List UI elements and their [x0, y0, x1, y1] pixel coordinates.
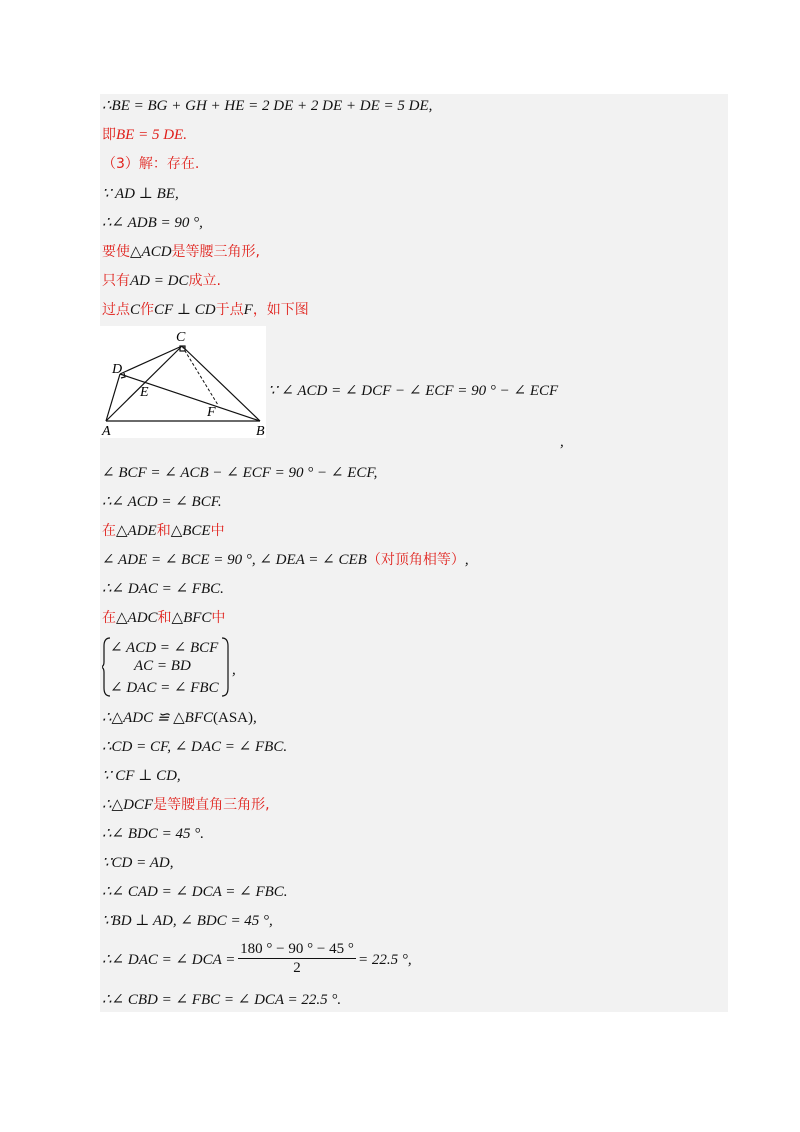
math-text: ∴: [102, 797, 112, 813]
math-text: △BFC: [171, 610, 212, 626]
brace-row-1: ∠ ACD = ∠ BCF: [110, 640, 219, 656]
line-16: [102, 708, 257, 728]
line-7: [102, 271, 221, 291]
math-text: F: [243, 302, 253, 318]
math-text: ∴∠ ACD = ∠ BCF.: [102, 494, 222, 510]
math-text: △ACD: [130, 244, 172, 260]
math-text: AD = DC: [130, 273, 189, 289]
line-8: [102, 300, 309, 320]
cn-text: 成立.: [188, 273, 221, 289]
line-15: [102, 608, 225, 628]
math-text: ,: [464, 552, 469, 568]
brace-row-3: ∠ DAC = ∠ FBC: [110, 680, 219, 696]
math-text: C: [130, 302, 141, 318]
label-e: E: [140, 385, 149, 400]
cn-text: 中: [211, 610, 226, 626]
line-24-lhs: [102, 950, 235, 970]
line-4: [102, 184, 179, 204]
line-17: [102, 737, 287, 757]
math-text: ∴∠ CBD = ∠ FBC = ∠ DCA = 22.5 °.: [102, 992, 342, 1008]
line-9-comma: [560, 432, 564, 452]
line-10: [102, 463, 377, 483]
math-text: ∴∠ CAD = ∠ DCA = ∠ FBC.: [102, 884, 288, 900]
line-21: [102, 853, 173, 873]
label-f: F: [207, 405, 216, 420]
label-c: C: [176, 330, 186, 345]
label-a: A: [102, 424, 111, 439]
fraction-numerator: 180 ° − 90 ° − 45 °: [240, 941, 354, 957]
cn-text: 中: [210, 523, 225, 539]
math-text: ∠ BCF = ∠ ACB − ∠ ECF = 90 ° − ∠ ECF,: [102, 465, 378, 481]
line-12: [102, 521, 225, 541]
math-text: △ADC: [116, 610, 158, 626]
math-text: △DCF: [111, 797, 154, 813]
line-2: [102, 125, 187, 145]
math-text: ∴∠ DAC = ∠ DCA =: [102, 952, 236, 968]
line-25: [102, 990, 341, 1010]
math-text: ,: [232, 662, 236, 678]
cn-text: （对顶角相等）: [366, 552, 465, 568]
line-9: [268, 381, 558, 401]
line-6: [102, 242, 260, 262]
line-19: [102, 795, 270, 815]
cn-text: 即: [102, 127, 116, 143]
math-text: ∵CD = AD,: [102, 855, 174, 871]
math-text: ∴∠ BDC = 45 °.: [102, 826, 204, 842]
cn-text: 和: [156, 523, 171, 539]
brace-comma: [232, 660, 236, 680]
cn-text: ，如下图: [252, 302, 309, 318]
math-text: ∵ CF ⊥ CD,: [102, 768, 181, 784]
line-22: [102, 882, 288, 902]
math-text: ∵ ∠ ACD = ∠ DCF − ∠ ECF = 90 ° − ∠ ECF: [268, 383, 559, 399]
cn-text: 是等腰直角三角形,: [153, 797, 270, 813]
right-paren: [222, 638, 228, 696]
math-text: ∴∠ ADB = 90 °,: [102, 215, 203, 231]
cn-text: 于点: [215, 302, 244, 318]
math-text: CF ⊥ CD: [154, 302, 216, 318]
cn-text: 过点: [102, 302, 130, 318]
cn-text: 要使: [102, 244, 130, 260]
left-brace: [102, 638, 110, 696]
fraction: [236, 940, 358, 977]
math-text: △BCE: [170, 523, 211, 539]
math-text: = 22.5 °,: [358, 952, 412, 968]
line-11: [102, 492, 222, 512]
line-1: [102, 96, 432, 116]
cn-text: 在: [102, 610, 116, 626]
cn-text: 和: [157, 610, 172, 626]
math-text: △ADE: [116, 523, 157, 539]
math-text: ∠ ADE = ∠ BCE = 90 °, ∠ DEA = ∠ CEB: [102, 552, 367, 568]
cn-text: 只有: [102, 273, 130, 289]
math-text: BE = 5 DE.: [116, 127, 187, 143]
line-20: [102, 824, 204, 844]
geometry-figure: [100, 326, 268, 440]
math-text: ,: [560, 434, 564, 450]
line-13: [102, 550, 469, 570]
line-3: （3）解：存在.: [102, 156, 200, 172]
line-14: [102, 579, 224, 599]
math-text: ∵BD ⊥ AD, ∠ BDC = 45 °,: [102, 913, 273, 929]
math-text: ∴CD = CF, ∠ DAC = ∠ FBC.: [102, 739, 288, 755]
math-text: ∴△ADC ≌ △BFC: [102, 710, 214, 726]
line-18: [102, 766, 181, 786]
label-d: D: [112, 362, 123, 377]
asa-text: (ASA): [213, 710, 254, 726]
cn-text: 是等腰三角形,: [171, 244, 260, 260]
line-5: [102, 213, 203, 233]
line-24-rhs: [358, 950, 412, 970]
cn-text: 在: [102, 523, 116, 539]
math-text: ∵ AD ⊥ BE,: [102, 186, 179, 202]
brace-row-2: AC = BD: [134, 658, 191, 674]
line-23: [102, 911, 273, 931]
math-text: ∴∠ DAC = ∠ FBC.: [102, 581, 224, 597]
label-b: B: [256, 424, 265, 439]
cn-text: 作: [140, 302, 155, 318]
math-text: ∴BE = BG + GH + HE = 2 DE + 2 DE + DE = 5 DE,: [102, 98, 433, 114]
equation-system: [102, 636, 232, 698]
fraction-denominator: 2: [293, 960, 301, 976]
math-text: ,: [253, 710, 257, 726]
